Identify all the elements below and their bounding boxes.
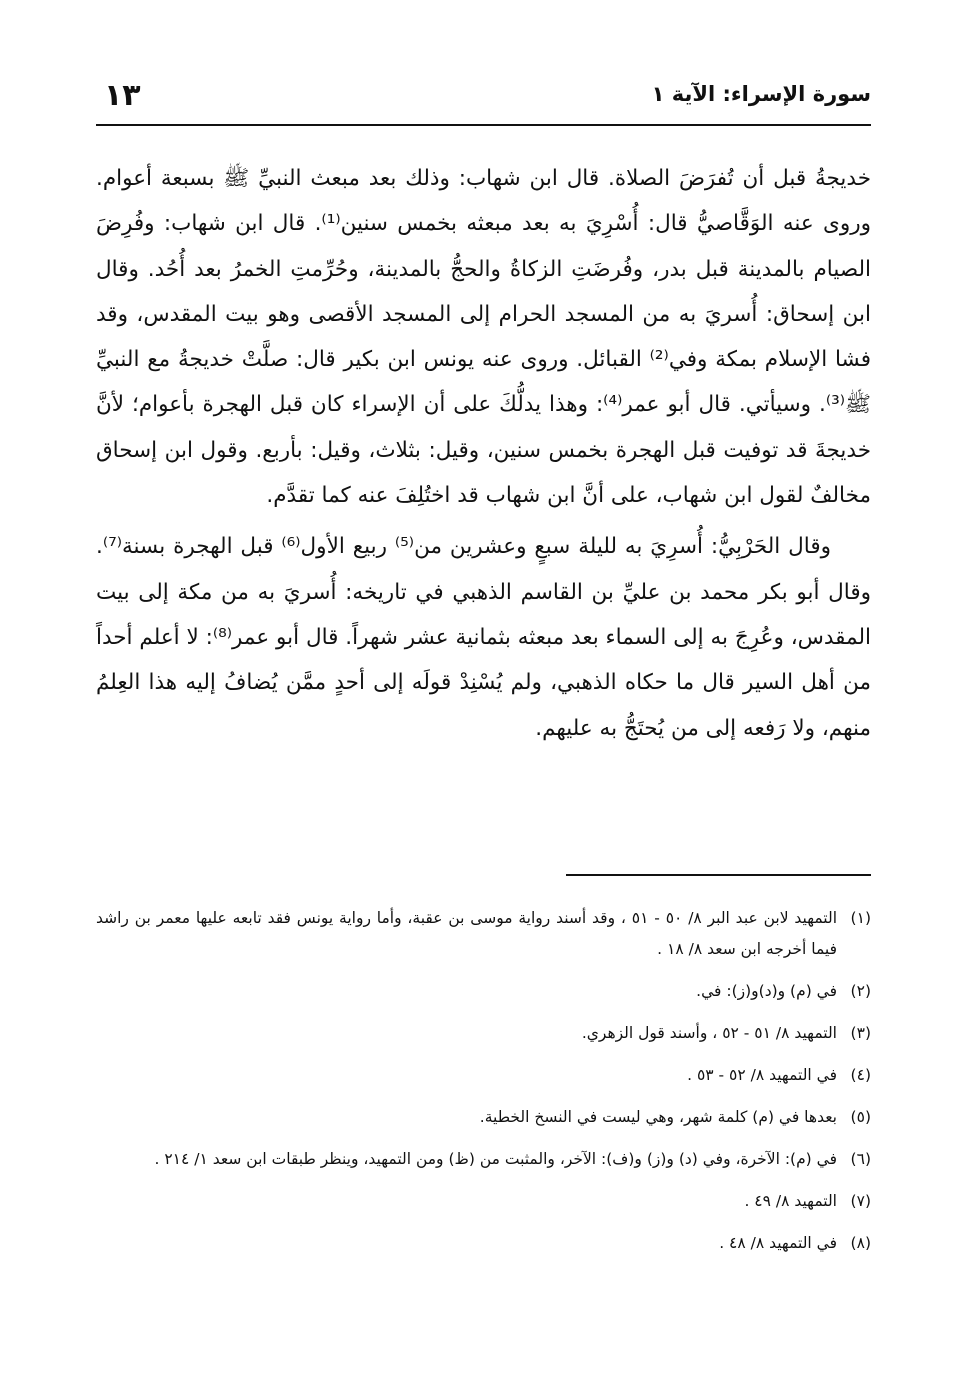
footnote-number: (١) xyxy=(850,909,871,927)
footnote-text: في التمهيد ٨/ ٤٨ . xyxy=(719,1234,837,1252)
footnote-8 xyxy=(96,1228,871,1259)
running-title: سورة الإسراء: الآية ١ xyxy=(651,82,871,106)
footnote-text: في التمهيد ٨/ ٥٢ - ٥٣ . xyxy=(687,1066,837,1084)
page-header xyxy=(96,70,871,126)
footnote-4 xyxy=(96,1060,871,1091)
footnote-text: التمهيد لابن عبد البر ٨/ ٥٠ - ٥١ ، وقد أسند رواية موسى بن عقبة، وأما رواية يونس فقد تابعه عليها معمر بن راشد فيما أخرجه ابن سعد ٨/ ١٨ . xyxy=(96,909,838,958)
footnote-number: (٢) xyxy=(850,982,871,1000)
footnote-number: (٧) xyxy=(850,1192,871,1210)
footnote-5 xyxy=(96,1102,871,1133)
footnote-text: بعدها في (م) كلمة شهر، وهي ليست في النسخ الخطية. xyxy=(479,1108,837,1126)
footnote-3 xyxy=(96,1018,871,1049)
page-number: ١٣ xyxy=(104,78,141,113)
footnote-7 xyxy=(96,1186,871,1217)
header-rule xyxy=(96,124,871,126)
footnote-2 xyxy=(96,976,871,1007)
footnote-1 xyxy=(96,903,871,965)
footnote-number: (٣) xyxy=(850,1024,871,1042)
footnote-separator xyxy=(566,874,871,876)
paragraph-1: خديجةُ قبل أن تُفرَضَ الصلاة. قال ابن شهاب: وذلك بعد مبعث النبيِّ ﷺ بسبعة أعوام. وروى عنه الوَقَّاصيُّ قال: أُسْرِيَ به بعد مبعثه بخمس سنين⁽¹⁾. قال ابن شهاب: وفُرِضَ الصيام بالمدينة قبل بدر، وفُرضَتِ الزكاةُ والحجُّ بالمدينة، وحُرِّمتِ الخمرُ بعد أُحُد. وقال ابن إسحاق: أُسريَ به من المسجد الحرام إلى المسجد الأقصى وهو بيت المقدس، وقد فشا الإسلام بمكة وفي⁽²⁾ القبائل. وروى عنه يونس ابن بكير قال: صلَّتْ خديجةُ مع النبيِّ ﷺ⁽³⁾. وسيأتي. قال أبو عمر⁽⁴⁾: وهذا يدلُّكَ على أن الإسراء كان قبل الهجرة بأعوام؛ لأنَّ خديجةَ قد توفيت قبل الهجرة بخمس سنين، وقيل: بثلاث، وقيل: بأربع. وقول ابن إسحاق مخالفٌ لقول ابن شهاب، على أنَّ ابن شهاب قد اختُلِفَ عنه كما تقدَّم. xyxy=(96,166,872,509)
footnote-number: (٦) xyxy=(850,1150,871,1168)
main-text xyxy=(96,156,871,751)
footnote-text: التمهيد ٨/ ٤٩ . xyxy=(744,1192,837,1210)
footnotes xyxy=(96,903,871,1270)
footnote-text: في (م) و(د)و(ز): في. xyxy=(696,982,837,1000)
footnote-text: في (م): الآخرة، وفي (د) و(ز) و(ف): الآخر، والمثبت من (ظ) ومن التمهيد، وينظر طبقات ابن سعد ١/ ٢١٤ . xyxy=(154,1150,837,1168)
footnote-text: التمهيد ٨/ ٥١ - ٥٢ ، وأسند قول الزهري. xyxy=(581,1024,837,1042)
footnote-6 xyxy=(96,1144,871,1175)
footnote-number: (٤) xyxy=(850,1066,871,1084)
footnote-number: (٥) xyxy=(850,1108,871,1126)
paragraph-2: وقال الحَرْبِيُّ: أُسرِيَ به لليلة سبعٍ وعشرين من⁽⁵⁾ ربيع الأول⁽⁶⁾ قبل الهجرة بسنة⁽⁷⁾. وقال أبو بكر محمد بن عليِّ بن القاسم الذهبي في تاريخه: أُسريَ به من مكة إلى بيت المقدس، وعُرِجَ به إلى السماء بعد مبعثه بثمانية عشر شهراً. قال أبو عمر⁽⁸⁾: لا أعلم أحداً من أهل السير قال ما حكاه الذهبي، ولم يُسْنِدْ قولَه إلى أحدٍ ممَّن يُضافُ إليه هذا العِلمُ منهم، ولا رَفعه إلى من يُحتَجُّ به عليهم. xyxy=(96,534,871,741)
footnote-number: (٨) xyxy=(850,1234,871,1252)
